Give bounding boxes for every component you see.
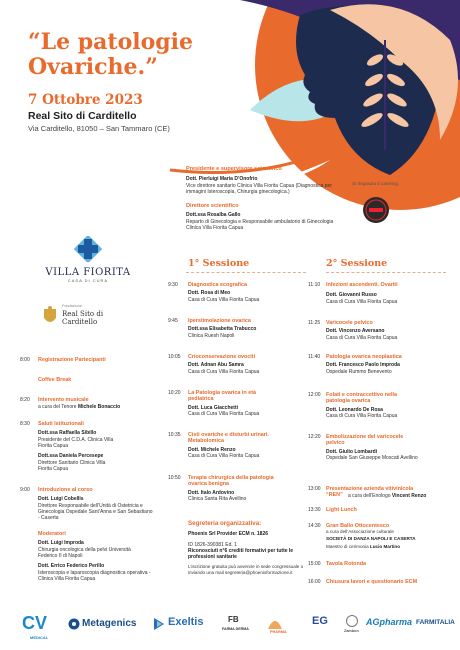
sponsor-metagenics: Metagenics [82,618,137,629]
list-item: Patologia ovarica neoplastica Dott. Francesco Paolo Improda Ospedale Rummo Benevento [326,354,402,375]
session-1 [168,258,308,269]
list-item: Varicocele pelvico Dott. Vincenzo Aversano Casa di Cura Villa Fiorita Capua [326,320,398,341]
sponsor-exeltis: Exeltis [168,616,204,628]
registration-title: Registrazione Partecipanti [38,357,106,363]
session-1-title: 1° Sessione [188,258,250,269]
event-venue: Real Sito di Carditello [28,110,137,122]
list-item: Folati e contraccettivo nella patologia ovarica Dott. Leonardo De Rosa Casa di Cura Villa Fiorita Capua [326,392,398,420]
session-2 [308,258,448,269]
sponsor-farmaderma: FARMA DERMA [222,627,249,631]
metagenics-icon [68,618,80,630]
catering-line2: “Il Bacio eventi” [352,187,390,192]
lunch-title: Light Lunch [326,507,357,513]
president-name: Dott. Pierluigi Maria D’Onofrio [186,176,258,182]
sponsor-eg: EG [312,615,328,627]
event-date: 7 Ottobre 2023 [28,92,143,108]
villa-fiorita-logo [38,236,138,283]
catering-block [352,182,442,229]
secretariat-block: Segreteria organizzativa: Phoenix Srl Provider ECM n. 1826 ID 1826-390381 Ed. 1 Riconosciuti n°6 crediti formativi per tutte le professioni sanitarie L’iscrizione gratuita può avvenire in sede congressuale o inviando una mail segreteria@phoenixformazione.it [188,520,313,576]
catering-line1: Si ringrazia il catering [352,182,398,187]
sponsor-cv: CV [22,613,48,633]
sponsor-agpharma: AGpharma [366,617,413,627]
sponsor-fb: FB [228,615,239,624]
session-2-title: 2° Sessione [326,258,388,269]
villa-fiorita-icon [73,236,103,262]
event-address: Via Carditello, 81050 – San Tammaro (CE) [28,124,170,133]
list-item: La Patologia ovarica in età pediatrica Dott. Luca Giacchetti Casa di Cura Villa Fiorita Capua [188,390,260,418]
real-sito-text: Real Sito di Carditello [62,310,104,326]
music-desc: a cura del Tenore Michele Bonaccio [38,404,121,410]
closing-title: Chiusura lavori e questionario ECM [326,579,418,585]
exeltis-icon [152,616,166,632]
list-item: Embolizzazione del varicocele pelvico Dott. Giulio Lombardi Ospedale San Giuseppe Moscati Avellino [326,434,418,462]
crest-icon [42,306,58,326]
session-1-items: 9:30 Diagnostica ecografica Dott. Rosa di Meo Casa di Cura Villa Fiorita Capua 9:45 Iperstimolazione ovarica Dott.ssa Elisabetta Trabucco Clinica Ruesh Napoli 10:05 Crioconservazione ovociti Dott. Adnan Abu Samra Casa di Cura Villa Fiorita Capua 10:20 La Patologia ovarica in età pediatrica Dott. Luca Giacchetti Casa di Cura Villa Fiorita Capua 10:35 Cisti ovariche e disturbi urinari. Metabolomica Dott. Michele Renzo Casa di Cura Villa Fiorita Capua 10:50 Terapia chirurgica della patologia ovarica benigna Dott. Italo Ardovino Clinica Santa Rita Avellino [168,282,308,512]
list-item: Diagnostica ecografica Dott. Rosa di Meo Casa di Cura Villa Fiorita Capua [188,282,260,303]
list-item: Terapia chirurgica della patologia ovarica benigna Dott. Italo Ardovino Clinica Santa Rita Avellino [188,475,274,503]
catering-logo-icon [362,196,390,224]
list-item: Infezioni ascendenti. Ovariti Dott. Giovanni Russo Casa di Cura Villa Fiorita Capua [326,282,398,305]
pharma-icon [268,617,282,629]
villa-fiorita-sub: CASA DI CURA [67,278,109,283]
president-desc: Vice direttore sanitario Clinica Villa Fiorita Capua (Diagnostica per immagini Isteroscopia, Chirurgia ginecologica.) [186,182,332,195]
director-label: Direttore scientifico [186,203,239,210]
coffee-break-title: Coffee Break [38,377,72,383]
board-section [186,166,336,231]
music-title: Intervento musicale [38,397,89,403]
president-label: Presidente e supervisore scientifico [186,166,282,172]
sponsor-zambon: Zambon [344,629,359,633]
list-item: Gran Ballo Ottocentesco a cura dell’Associazione culturale SOCIETÀ DI DANZA NAPOLI E CASERTA Maestro di cerimonia Lucio Martino [326,523,416,549]
zambon-icon [346,615,358,627]
director-desc: Reparto di Ginecologia e Responsabile ambulatorio di Ginecologia Clinica Villa Fiorita Capua [186,218,334,231]
sponsors-bar [0,605,460,650]
page-title: “Le patologie Ovariche.” [28,29,194,80]
list-item: Cisti ovariche e disturbi urinari. Metabolomica Dott. Michele Renzo Casa di Cura Villa Fiorita Capua [188,432,269,460]
list-item: Presentazione azienda vitivinicola “REN” a cura dell’Enologo Vincent Renzo [326,486,427,499]
secretariat-company: Phoenix Srl Provider ECM n. 1826 [188,531,269,537]
sponsor-pharma: PHARMA [270,630,287,634]
greetings-title: Saluti Istituzionali [38,421,84,427]
closing-program: 13:00 Presentazione azienda vitivinicola “REN” a cura dell’Enologo Vincent Renzo 13:30 Light Lunch 14:30 Gran Ballo Ottocentesco a cura dell’Associazione culturale SOCIETÀ DI DANZA NAPOLI E CASERTA Maestro di cerimonia Lucio Martino 15:00 Tavola Rotonda 16:00 Chiusura lavori e questionario ECM [308,486,458,596]
list-item: Crioconservazione ovociti Dott. Adnan Abu Samra Casa di Cura Villa Fiorita Capua [188,354,260,375]
director-name: Dott.ssa Rosalba Gallo [186,212,241,219]
list-item: Iperstimolazione ovarica Dott.ssa Elisabetta Trabucco Clinica Ruesh Napoli [188,318,257,339]
sponsor-cv-sub: MEDICAL [30,635,49,640]
course-intro-title: Introduzione al corso [38,487,93,493]
moderators-title: Moderatori [38,531,66,537]
session-2-items: 11:10 Infezioni ascendenti. Ovariti Dott. Giovanni Russo Casa di Cura Villa Fiorita Capua 11:25 Varicocele pelvico Dott. Vincenzo Aversano Casa di Cura Villa Fiorita Capua 11:40 Patologia ovarica neoplastica Dott. Francesco Paolo Improda Ospedale Rummo Benevento 12:00 Folati e contraccettivo nella patologia ovarica Dott. Leonardo De Rosa Casa di Cura Villa Fiorita Capua 12:20 Embolizzazione del varicocele pelvico Dott. Giulio Lombardi Ospedale San Giuseppe Moscati Avellino [308,282,458,482]
secretariat-label: Segreteria organizzativa: [188,520,262,527]
real-sito-pre: Fondazione [62,304,82,308]
villa-fiorita-text: VILLA FIORITA [45,267,131,278]
round-table-title: Tavola Rotonda [326,561,367,567]
sponsor-farmitalia: FARMITALIA [416,619,455,626]
